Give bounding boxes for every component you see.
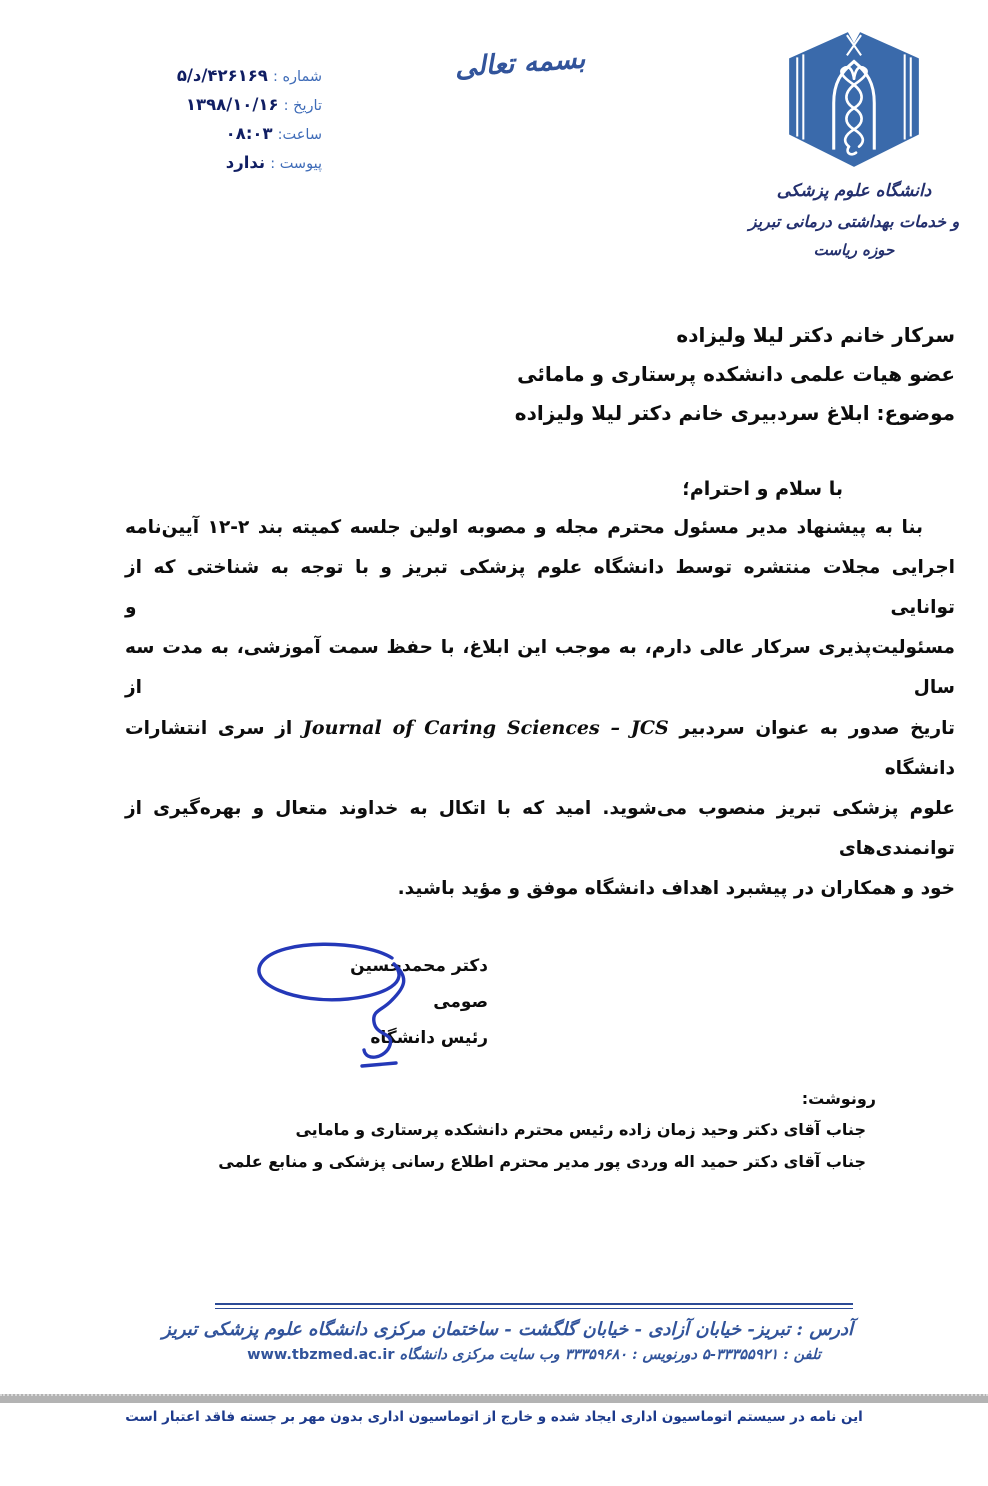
meta-date-label: تاریخ : — [283, 98, 322, 114]
meta-time-value: ۰۸:۰۳ — [225, 124, 273, 143]
body-line-1: بنا به پیشنهاد مدیر مسئول محترم مجله و مصوبه اولین جلسه کمیته بند ۲-۱۲ آیین‌نامه — [125, 517, 923, 538]
footer-address: آدرس : تبریز- خیابان آزادی - خیابان گلگشت - ساختمان مرکزی دانشگاه علوم پزشکی تبریز — [161, 1319, 853, 1340]
handwritten-signature-ink — [244, 934, 474, 1079]
automation-disclaimer: این نامه در سیستم اتوماسیون اداری ایجاد شده و خارج از اتوماسیون اداری بدون مهر بر جسته فاقد اعتبار است — [125, 1409, 863, 1425]
cc-line-2: جناب آقای دکتر حمید اله وردی پور مدیر محترم اطلاع رسانی پزشکی و منابع علمی — [218, 1152, 866, 1171]
org-name-line1: دانشگاه علوم پزشکی — [776, 181, 932, 201]
body-line-5: علوم پزشکی تبریز منصوب می‌شوید. امید که با اتکال به خداوند متعال و بهره‌گیری از توانمندی‌های — [125, 798, 955, 859]
footer-phone-text: تلفن : ۳۳۳۵۵۹۲۱-۵ دورنویس : ۳۳۳۵۹۶۸۰ وب سایت مرکزی دانشگاه — [394, 1346, 821, 1363]
basmala-text: بسمه تعالی — [453, 43, 587, 84]
recipient-block — [120, 316, 955, 433]
body-line-4-rtl-before: تاریخ صدور به عنوان سردبیر — [668, 718, 956, 739]
body-line-6: خود و همکاران در پیشبرد اهداف دانشگاه موفق و مؤید باشید. — [397, 878, 955, 899]
body-line-2: اجرایی مجلات منتشره توسط دانشگاه علوم پزشکی تبریز و با توجه به شناختی که از توانایی و — [125, 557, 955, 618]
signer-title: رئیس دانشگاه — [370, 1028, 488, 1048]
university-logo-open-book-dna-icon — [783, 26, 925, 176]
body-line-3: مسئولیت‌پذیری سرکار عالی دارم، به موجب این ابلاغ، با حفظ سمت آموزشی، به مدت سه سال از — [125, 637, 955, 698]
letter-body — [125, 508, 955, 909]
meta-time-label: ساعت: — [277, 127, 322, 143]
letterhead — [734, 26, 974, 265]
letter-meta-block — [58, 62, 322, 178]
cc-block — [120, 1084, 876, 1178]
cc-line-1: جناب آقای دکتر وحید زمان زاده رئیس محترم دانشکده پرستاری و مامایی — [295, 1120, 866, 1139]
meta-number — [58, 62, 322, 91]
recipient-position: عضو هیات علمی دانشکده پرستاری و مامائی — [517, 362, 955, 386]
org-name-line2: و خدمات بهداشتی درمانی تبریز — [748, 212, 960, 232]
meta-time — [58, 120, 322, 149]
meta-date-value: ۱۳۹۸/۱۰/۱۶ — [185, 95, 279, 114]
meta-number-value: ۴۲۶۱۶۹/د/۵ — [176, 66, 268, 85]
org-name-line3: حوزه ریاست — [813, 241, 895, 260]
cc-label: رونوشت: — [801, 1089, 876, 1108]
footer-website-link[interactable]: www.tbzmed.ac.ir — [247, 1347, 395, 1363]
meta-number-label: شماره : — [272, 69, 322, 85]
salutation: با سلام و احترام؛ — [682, 478, 843, 500]
body-line-4-rtl-after: از سری انتشارات دانشگاه — [125, 718, 955, 779]
body-line-4 — [125, 708, 955, 789]
meta-attachment-label: پیوست : — [270, 156, 322, 172]
meta-date — [58, 91, 322, 120]
signer-name: دکتر محمدحسین صومی — [350, 956, 488, 1012]
meta-attachment — [58, 149, 322, 178]
journal-name-latin: Journal of Caring Sciences – JCS — [302, 717, 669, 739]
bottom-gray-band — [0, 1394, 988, 1403]
meta-attachment-value: ندارد — [225, 153, 266, 172]
recipient-name: سرکار خانم دکتر لیلا ولیزاده — [676, 323, 955, 347]
footer-divider — [215, 1303, 853, 1309]
footer — [161, 1303, 853, 1363]
letter-subject: موضوع: ابلاغ سردبیری خانم دکتر لیلا ولیزاده — [514, 401, 955, 425]
footer-phone-line — [215, 1346, 853, 1363]
